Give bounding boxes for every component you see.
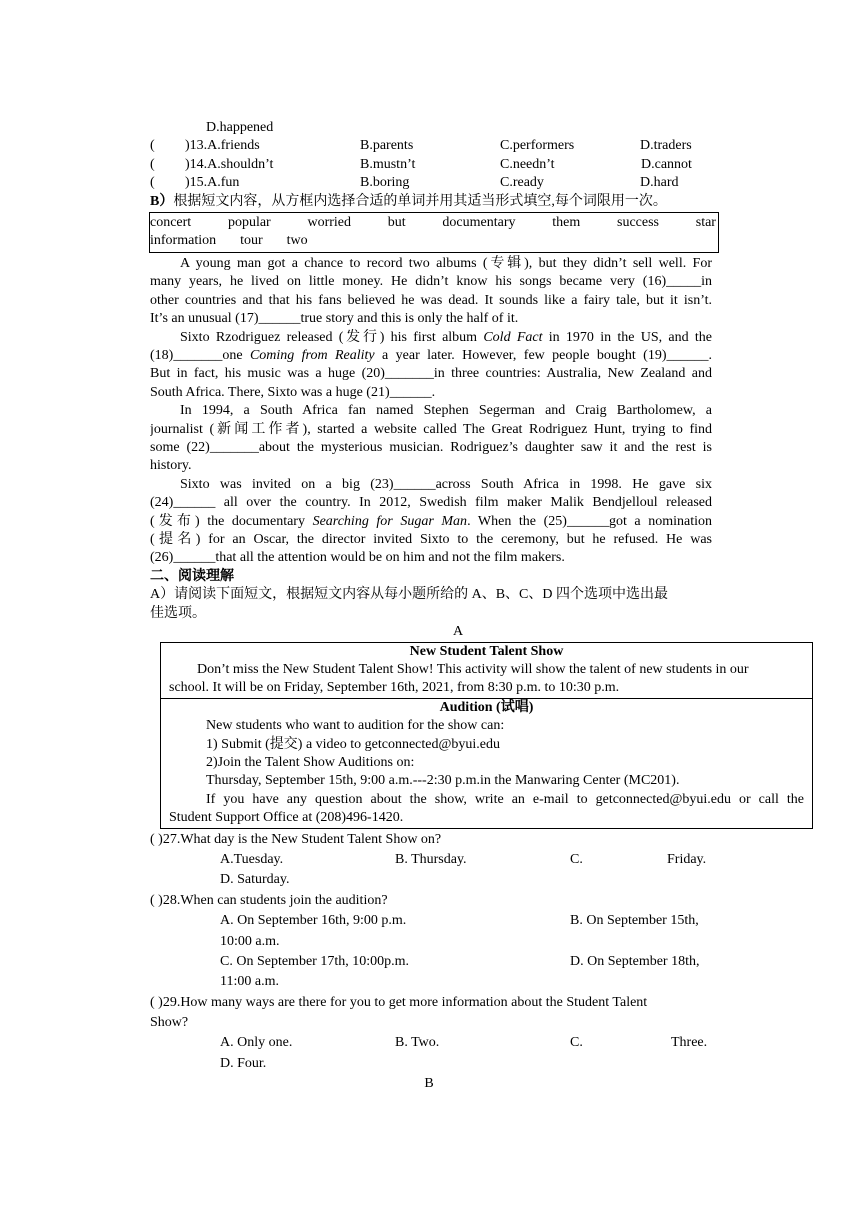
- section-instruction-2: 佳选项。: [150, 605, 206, 621]
- option-a: )15.A.fun: [185, 175, 240, 191]
- passage-line: (18)_______one Coming from Reality a year later. However, few people bought (19)______.: [150, 348, 712, 364]
- word-box-word: documentary: [442, 214, 516, 230]
- passage-a-label: A: [452, 624, 464, 640]
- passage-line: some (22)_______about the mysterious musician. Rodriguez’s daughter saw it and the rest is: [150, 440, 712, 456]
- option-row-15: [150, 174, 712, 192]
- word-box-word: information: [150, 232, 217, 248]
- question-27-stem: [150, 831, 712, 851]
- notice-intro-line-2: school. It will be on Friday, September 16th, 2021, from 8:30 p.m. to 10:30 p.m.: [169, 680, 620, 696]
- passage-line: other countries and that his fans believed he was dead. It sounds like a fairy tale, but it isn’t.: [150, 292, 712, 308]
- passage-line: journalist (新闻工作者), started a website called The Great Rodriguez Hunt, trying to find: [150, 421, 712, 437]
- audition-line-2: 1) Submit (提交) a video to getconnected@byui.edu: [206, 736, 500, 752]
- option-d: D. On September 18th,: [570, 953, 700, 969]
- option-c-text: Three.: [671, 1035, 708, 1051]
- passage-line: (提名) for an Oscar, the director invited Sixto to the ceremony, but he refused. He was: [150, 532, 712, 548]
- option-b: B. Thursday.: [395, 851, 467, 867]
- passage-b-label: B: [424, 1076, 434, 1092]
- option-c: C.performers: [500, 138, 575, 154]
- option-d-tail: 11:00 a.m.: [220, 974, 279, 990]
- passage-paragraph: [150, 255, 712, 329]
- question-stem: ( )29.How many ways are there for you to get more information about the Student Talent: [150, 994, 648, 1010]
- option-c: C. On September 17th, 10:00p.m.: [220, 953, 409, 969]
- passage-line: South Africa. There, Sixto was a huge (21)______.: [150, 384, 436, 400]
- option-a: A. Only one.: [220, 1035, 293, 1051]
- option-row-14: [150, 156, 712, 174]
- option-a: A.Tuesday.: [220, 851, 284, 867]
- option-c-label: C.: [570, 851, 583, 867]
- answer-paren: (: [150, 156, 155, 172]
- word-box-word: popular: [227, 214, 271, 230]
- question-29-options: [150, 1034, 712, 1054]
- passage-line: Sixto was invited on a big (23)______across South Africa in 1998. He gave six: [180, 476, 712, 492]
- question-29-option-d: [150, 1055, 712, 1075]
- option-b: B.boring: [360, 175, 410, 191]
- word-box-word: worried: [307, 214, 352, 230]
- audition-details: [169, 717, 804, 791]
- audition-line-3: 2)Join the Talent Show Auditions on:: [206, 754, 415, 770]
- option-d: D. Saturday.: [220, 872, 290, 888]
- part-b-passage: [150, 255, 712, 568]
- passage-line: In 1994, a South Africa fan named Stephen Segerman and Craig Bartholomew, a: [180, 403, 712, 419]
- passage-line: It’s an unusual (17)______true story and this is only the half of it.: [150, 311, 519, 327]
- questions: [150, 831, 712, 1094]
- question-28-options-1: [150, 912, 712, 932]
- question-28-stem: [150, 892, 712, 912]
- contact-line-2: Student Support Office at (208)496-1420.: [169, 810, 404, 826]
- part-b-instruction: [150, 193, 712, 211]
- part-b-label: B）: [150, 193, 174, 209]
- question-stem-cont: Show?: [150, 1015, 189, 1031]
- question-stem: ( )27.What day is the New Student Talent Show on?: [150, 831, 442, 847]
- option-b: B. Two.: [395, 1035, 440, 1051]
- word-box-word: concert: [150, 214, 192, 230]
- audition-title: Audition (试唱): [439, 699, 534, 715]
- talent-show-notice: [160, 642, 813, 829]
- question-stem: ( )28.When can students join the audition?: [150, 892, 388, 908]
- passage-paragraph: [150, 329, 712, 403]
- word-box-word: star: [695, 214, 716, 230]
- passage-line: A young man got a chance to record two albums (专辑), but they didn’t sell well. For: [180, 255, 712, 271]
- option-a: A. On September 16th, 9:00 p.m.: [220, 913, 407, 929]
- passage-line: Sixto Rzodriguez released (发行) his first album Cold Fact in 1970 in the US, and the: [180, 329, 712, 345]
- notice-title: New Student Talent Show: [409, 643, 564, 659]
- word-box-row-2: [150, 232, 716, 250]
- option-b: B. On September 15th,: [570, 913, 699, 929]
- passage-line: (24)______ all over the country. In 2012, Swedish film maker Malik Bendjelloul released: [150, 495, 712, 511]
- option-d: D.cannot: [641, 156, 692, 172]
- answer-paren: (: [150, 138, 155, 154]
- question-27-option-d: [150, 871, 712, 891]
- question-29-stem: [150, 994, 712, 1014]
- word-box-word: tour: [240, 232, 263, 248]
- option-c-label: C.: [570, 1035, 583, 1051]
- passage-line: (26)______that all the attention would be on him and not the film makers.: [150, 550, 565, 566]
- contact-line-1: If you have any question about the show, write an e-mail to getconnected@byui.edu or call the: [206, 791, 804, 807]
- option-d: D.traders: [640, 138, 692, 154]
- word-box-word: but: [387, 214, 406, 230]
- answer-paren: (: [150, 175, 155, 191]
- question-28-options-2: [150, 953, 712, 973]
- option-b: B.mustn’t: [360, 156, 416, 172]
- notice-intro-line-1: Don’t miss the New Student Talent Show! This activity will show the talent of new students in our: [197, 661, 749, 677]
- option-b-tail: 10:00 a.m.: [220, 933, 280, 949]
- passage-line: But in fact, his music was a huge (20)_______in three countries: Australia, New Zealand and: [150, 366, 712, 382]
- word-box-word: them: [552, 214, 581, 230]
- question-28-options-2-tail: [150, 973, 712, 993]
- word-box-row-1: [150, 214, 716, 232]
- question-28-options-1-tail: [150, 933, 712, 953]
- section-heading: 二、阅读理解: [150, 568, 234, 584]
- option-12-d: D.happened: [206, 120, 274, 135]
- option-a: )13.A.friends: [185, 138, 260, 154]
- option-d: D.hard: [640, 175, 679, 191]
- audition-line-1: New students who want to audition for the show can:: [206, 718, 505, 734]
- notice-intro: [169, 661, 804, 698]
- word-box: [149, 212, 719, 253]
- passage-paragraph: [150, 476, 712, 568]
- option-row-13: [150, 137, 712, 155]
- part-b-instruction-text: 根据短文内容，从方框内选择合适的单词并用其适当形式填空,每个词限用一次。: [173, 193, 667, 209]
- audition-line-4: Thursday, September 15th, 9:00 a.m.---2:30 p.m.in the Manwaring Center (MC201).: [206, 773, 680, 789]
- passage-line: many years, he lived on little money. He didn’t know his songs became very (16)_____in: [150, 274, 712, 290]
- option-c: C.ready: [500, 175, 544, 191]
- option-c-text: Friday.: [667, 851, 707, 867]
- option-a: )14.A.shouldn’t: [185, 156, 274, 172]
- passage-line: history.: [150, 458, 192, 474]
- document-page: [150, 119, 804, 1094]
- option-b: B.parents: [360, 138, 414, 154]
- option-d: D. Four.: [220, 1055, 267, 1071]
- passage-line: (发布) the documentary Searching for Sugar Man. When the (25)______got a nomination: [150, 513, 712, 529]
- word-box-word: success: [617, 214, 659, 230]
- option-c: C.needn’t: [500, 156, 555, 172]
- passage-paragraph: [150, 402, 712, 476]
- word-box-word: two: [286, 232, 308, 248]
- question-29-stem-2: [150, 1014, 712, 1034]
- section-instruction-1: A）请阅读下面短文，根据短文内容从每小题所给的 A、B、C、D 四个选项中选出最: [150, 587, 669, 603]
- question-27-options: [150, 851, 712, 871]
